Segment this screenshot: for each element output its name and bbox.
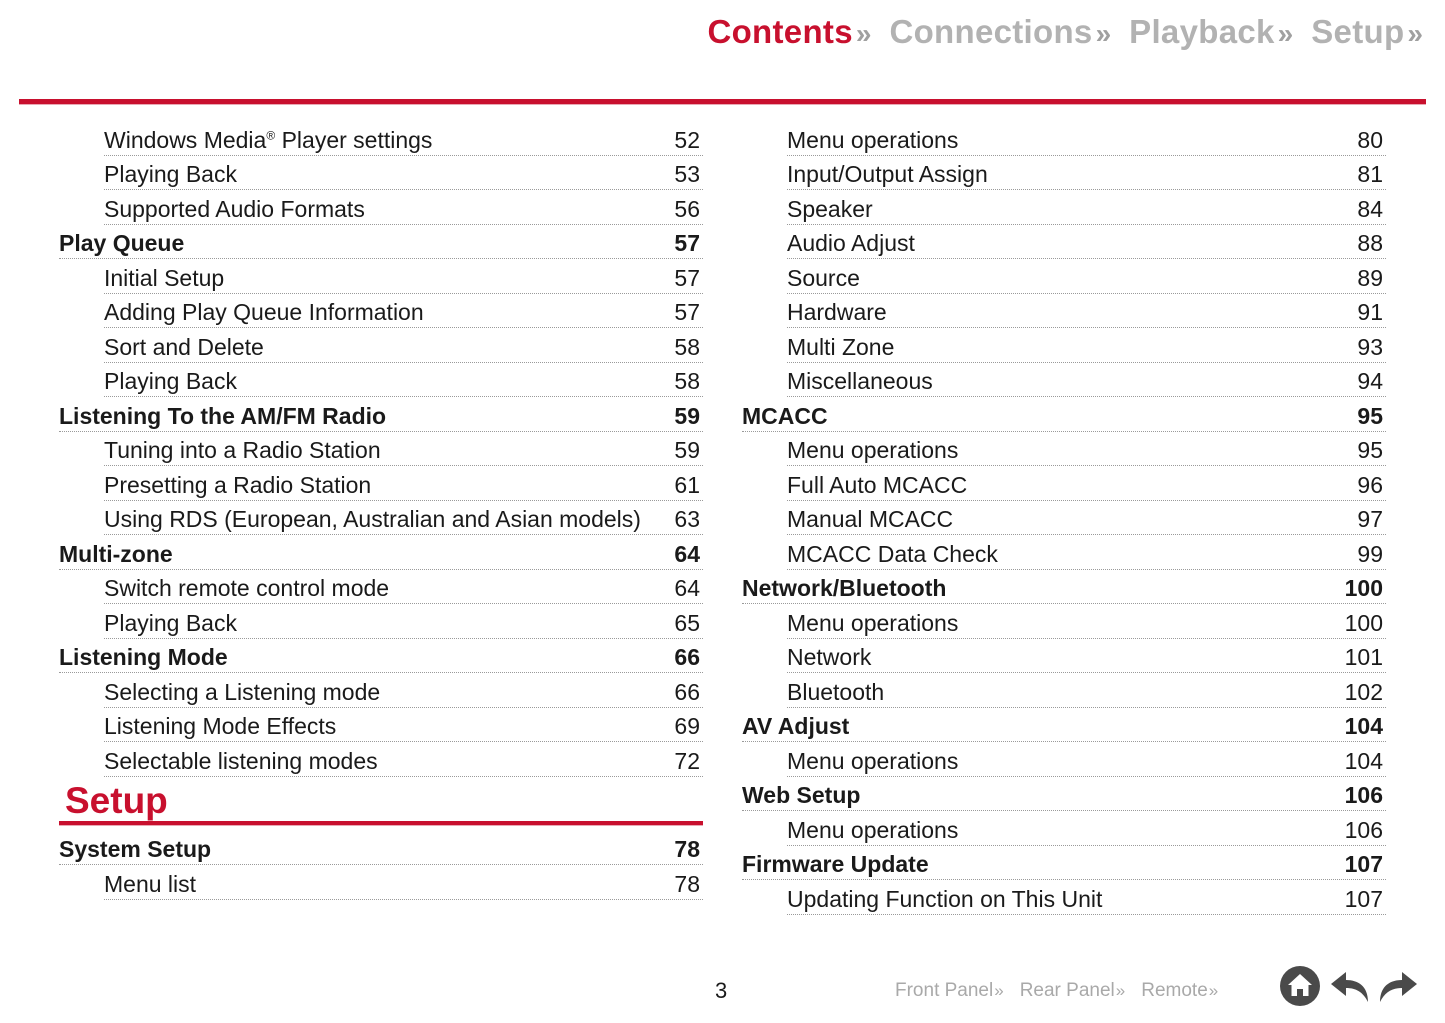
toc-entry-title: Sort and Delete <box>104 333 264 360</box>
toc-entry[interactable] <box>104 190 703 225</box>
toc-entry-page: 84 <box>1357 195 1383 222</box>
toc-entry[interactable] <box>104 742 703 777</box>
toc-entry-page: 107 <box>1344 885 1383 912</box>
toc-entry-page: 64 <box>674 575 700 601</box>
toc-chapter[interactable] <box>59 397 703 432</box>
toc-entry-page: 52 <box>674 126 700 153</box>
toc-entry[interactable] <box>104 708 703 743</box>
toc-entry[interactable] <box>787 363 1386 398</box>
toc-entry-page: 94 <box>1357 368 1383 394</box>
toc-entry-page: 96 <box>1357 471 1383 498</box>
toc-entry[interactable] <box>787 466 1386 501</box>
toc-chapter-page: 107 <box>1344 851 1383 877</box>
toc-chapter-title: Play Queue <box>59 230 185 256</box>
toc-entry[interactable] <box>787 121 1386 156</box>
double-chevron-right-icon: » <box>1407 18 1423 49</box>
toc-entry-page: 78 <box>674 870 700 897</box>
toc-entry-title: Hardware <box>787 299 887 325</box>
toc-entry-page: 61 <box>674 471 700 498</box>
toc-entry[interactable] <box>787 811 1386 846</box>
toc-chapter[interactable] <box>59 831 703 866</box>
toc-chapter-title: System Setup <box>59 836 212 862</box>
header-divider <box>19 99 1426 104</box>
toc-entry-title: Source <box>787 264 860 291</box>
section-title: Setup <box>65 779 168 821</box>
toc-entry[interactable] <box>104 156 703 191</box>
toc-entry-title: MCACC Data Check <box>787 540 998 567</box>
toc-chapter-title: Multi-zone <box>59 540 173 567</box>
double-chevron-right-icon: » <box>1115 981 1126 1000</box>
toc-left-column <box>59 121 703 900</box>
toc-entry-title: Menu operations <box>787 126 959 153</box>
footer-icon-group <box>1278 964 1420 1008</box>
toc-entry-title: Playing Back <box>104 609 237 636</box>
toc-entry[interactable] <box>104 432 703 467</box>
nav-playback-label: Playback <box>1129 13 1275 50</box>
toc-entry[interactable] <box>787 190 1386 225</box>
toc-chapter-page: 106 <box>1344 782 1383 808</box>
toc-entry[interactable] <box>104 501 703 536</box>
toc-entry[interactable] <box>787 259 1386 294</box>
toc-entry-title: Menu operations <box>787 747 959 774</box>
toc-entry[interactable] <box>104 604 703 639</box>
nav-contents-label: Contents <box>707 13 853 50</box>
toc-entry-title: Speaker <box>787 195 873 222</box>
forward-icon[interactable] <box>1374 964 1420 1008</box>
toc-entry[interactable] <box>104 466 703 501</box>
toc-entry-title: Selectable listening modes <box>104 747 378 774</box>
toc-entry-page: 101 <box>1344 644 1383 670</box>
toc-entry-title: Supported Audio Formats <box>104 195 365 222</box>
toc-entry[interactable] <box>787 225 1386 260</box>
toc-entry[interactable] <box>104 570 703 605</box>
top-navigation <box>689 8 1423 56</box>
toc-entry[interactable] <box>104 363 703 398</box>
toc-chapter-title: AV Adjust <box>742 713 850 739</box>
toc-entry-page: 100 <box>1344 609 1383 636</box>
toc-entry-title: Audio Adjust <box>787 230 915 256</box>
toc-entry-page: 93 <box>1357 333 1383 360</box>
section-heading-setup <box>59 777 703 825</box>
toc-entry[interactable] <box>787 880 1386 915</box>
toc-entry-page: 57 <box>674 299 700 325</box>
toc-entry-title: Menu operations <box>787 816 959 843</box>
footer-link-label: Rear Panel <box>1019 980 1115 1001</box>
toc-entry-page: 58 <box>674 333 700 360</box>
toc-entry[interactable] <box>787 432 1386 467</box>
toc-entry[interactable] <box>104 259 703 294</box>
toc-entry-title: Playing Back <box>104 161 237 187</box>
toc-entry-title: Network <box>787 644 872 670</box>
toc-entry[interactable] <box>104 294 703 329</box>
double-chevron-right-icon: » <box>1277 18 1294 49</box>
toc-chapter[interactable] <box>59 225 703 260</box>
toc-entry-title: Windows Media® Player settings <box>104 126 433 153</box>
toc-chapter[interactable] <box>742 708 1386 743</box>
toc-entry-page: 58 <box>674 368 700 394</box>
toc-entry[interactable] <box>104 328 703 363</box>
footer-link-label: Front Panel <box>895 980 994 1001</box>
toc-entry-title: Menu operations <box>787 437 959 463</box>
toc-entry-page: 66 <box>674 678 700 705</box>
toc-entry-title: Switch remote control mode <box>104 575 390 601</box>
footer-navigation <box>895 980 1234 1002</box>
toc-entry-page: 59 <box>674 437 700 463</box>
toc-entry-title: Menu list <box>104 870 197 897</box>
toc-entry-title: Selecting a Listening mode <box>104 678 381 705</box>
toc-entry[interactable] <box>787 535 1386 570</box>
toc-entry-page: 80 <box>1357 126 1383 153</box>
toc-entry-title: Bluetooth <box>787 678 885 705</box>
toc-entry-title: Playing Back <box>104 368 237 394</box>
toc-entry[interactable] <box>787 604 1386 639</box>
toc-chapter[interactable] <box>742 570 1386 605</box>
home-icon[interactable] <box>1278 964 1322 1008</box>
double-chevron-right-icon: » <box>1095 18 1112 49</box>
toc-entry-title: Input/Output Assign <box>787 161 988 187</box>
footer-link-remote[interactable] <box>1141 980 1218 1002</box>
nav-connections[interactable] <box>889 13 1111 51</box>
footer-link-label: Remote <box>1141 980 1208 1001</box>
toc-chapter[interactable] <box>742 846 1386 881</box>
toc-entry[interactable] <box>104 673 703 708</box>
toc-chapter[interactable] <box>742 777 1386 812</box>
toc-entry-page: 104 <box>1344 747 1383 774</box>
nav-playback[interactable] <box>1129 13 1293 51</box>
toc-entry-page: 95 <box>1357 437 1383 463</box>
toc-chapter-page: 78 <box>674 836 700 862</box>
toc-chapter-page: 100 <box>1344 575 1383 601</box>
toc-entry-title: Manual MCACC <box>787 506 954 532</box>
toc-entry[interactable] <box>787 294 1386 329</box>
toc-entry-page: 57 <box>674 264 700 291</box>
toc-entry-title: Adding Play Queue Information <box>104 299 424 325</box>
footer-link-rear-panel[interactable] <box>1020 980 1126 1002</box>
toc-entry[interactable] <box>787 673 1386 708</box>
toc-chapter-title: Listening Mode <box>59 644 228 670</box>
nav-setup[interactable] <box>1311 13 1423 51</box>
toc-chapter-title: Web Setup <box>742 782 861 808</box>
toc-chapter-page: 57 <box>674 230 700 256</box>
toc-entry-title: Initial Setup <box>104 264 225 291</box>
toc-entry-title: Tuning into a Radio Station <box>104 437 381 463</box>
double-chevron-right-icon: » <box>994 981 1004 1000</box>
nav-connections-label: Connections <box>889 13 1093 50</box>
toc-chapter-page: 95 <box>1357 402 1383 429</box>
toc-entry-page: 89 <box>1357 264 1383 291</box>
toc-chapter-title: Firmware Update <box>742 851 929 877</box>
toc-entry-title: Miscellaneous <box>787 368 933 394</box>
toc-entry-page: 102 <box>1344 678 1383 705</box>
toc-entry-page: 99 <box>1357 540 1383 567</box>
page-number: 3 <box>715 978 728 1003</box>
toc-entry-title: Menu operations <box>787 609 959 636</box>
toc-entry-page: 72 <box>674 747 700 774</box>
toc-entry-page: 91 <box>1357 299 1383 325</box>
toc-entry[interactable] <box>104 865 703 900</box>
double-chevron-right-icon: » <box>855 18 872 49</box>
toc-chapter-title: Listening To the AM/FM Radio <box>59 402 387 429</box>
toc-entry-title: Using RDS (European, Australian and Asian models) <box>104 506 641 532</box>
nav-setup-label: Setup <box>1311 13 1405 50</box>
toc-entry[interactable] <box>787 639 1386 674</box>
toc-chapter[interactable] <box>59 639 703 674</box>
toc-entry-page: 56 <box>674 195 700 222</box>
toc-entry[interactable] <box>787 742 1386 777</box>
toc-entry[interactable] <box>787 328 1386 363</box>
toc-entry-page: 65 <box>674 609 700 636</box>
toc-chapter-title: Network/Bluetooth <box>742 575 947 601</box>
toc-chapter-page: 64 <box>674 540 700 567</box>
toc-entry-title: Presetting a Radio Station <box>104 471 372 498</box>
toc-chapter-page: 59 <box>674 402 700 429</box>
nav-contents[interactable] <box>707 13 871 51</box>
footer-link-front-panel[interactable] <box>895 980 1004 1002</box>
toc-entry[interactable] <box>787 501 1386 536</box>
toc-entry[interactable] <box>787 156 1386 191</box>
toc-entry-page: 81 <box>1357 161 1383 187</box>
double-chevron-right-icon: » <box>1208 981 1219 1000</box>
toc-entry[interactable] <box>104 121 703 156</box>
toc-entry-page: 53 <box>674 161 700 187</box>
toc-entry-title: Multi Zone <box>787 333 895 360</box>
toc-chapter[interactable] <box>59 535 703 570</box>
toc-entry-title: Updating Function on This Unit <box>787 885 1103 912</box>
toc-entry-page: 69 <box>674 713 700 739</box>
toc-entry-page: 97 <box>1357 506 1383 532</box>
toc-entry-page: 88 <box>1357 230 1383 256</box>
toc-right-column <box>742 121 1386 915</box>
back-icon[interactable] <box>1328 964 1374 1008</box>
toc-entry-page: 106 <box>1344 816 1383 843</box>
section-divider <box>59 821 703 825</box>
toc-chapter-page: 104 <box>1344 713 1383 739</box>
toc-chapter[interactable] <box>742 397 1386 432</box>
toc-entry-title: Listening Mode Effects <box>104 713 337 739</box>
toc-chapter-page: 66 <box>674 644 700 670</box>
toc-entry-title: Full Auto MCACC <box>787 471 968 498</box>
toc-chapter-title: MCACC <box>742 402 828 429</box>
toc-entry-page: 63 <box>674 506 700 532</box>
